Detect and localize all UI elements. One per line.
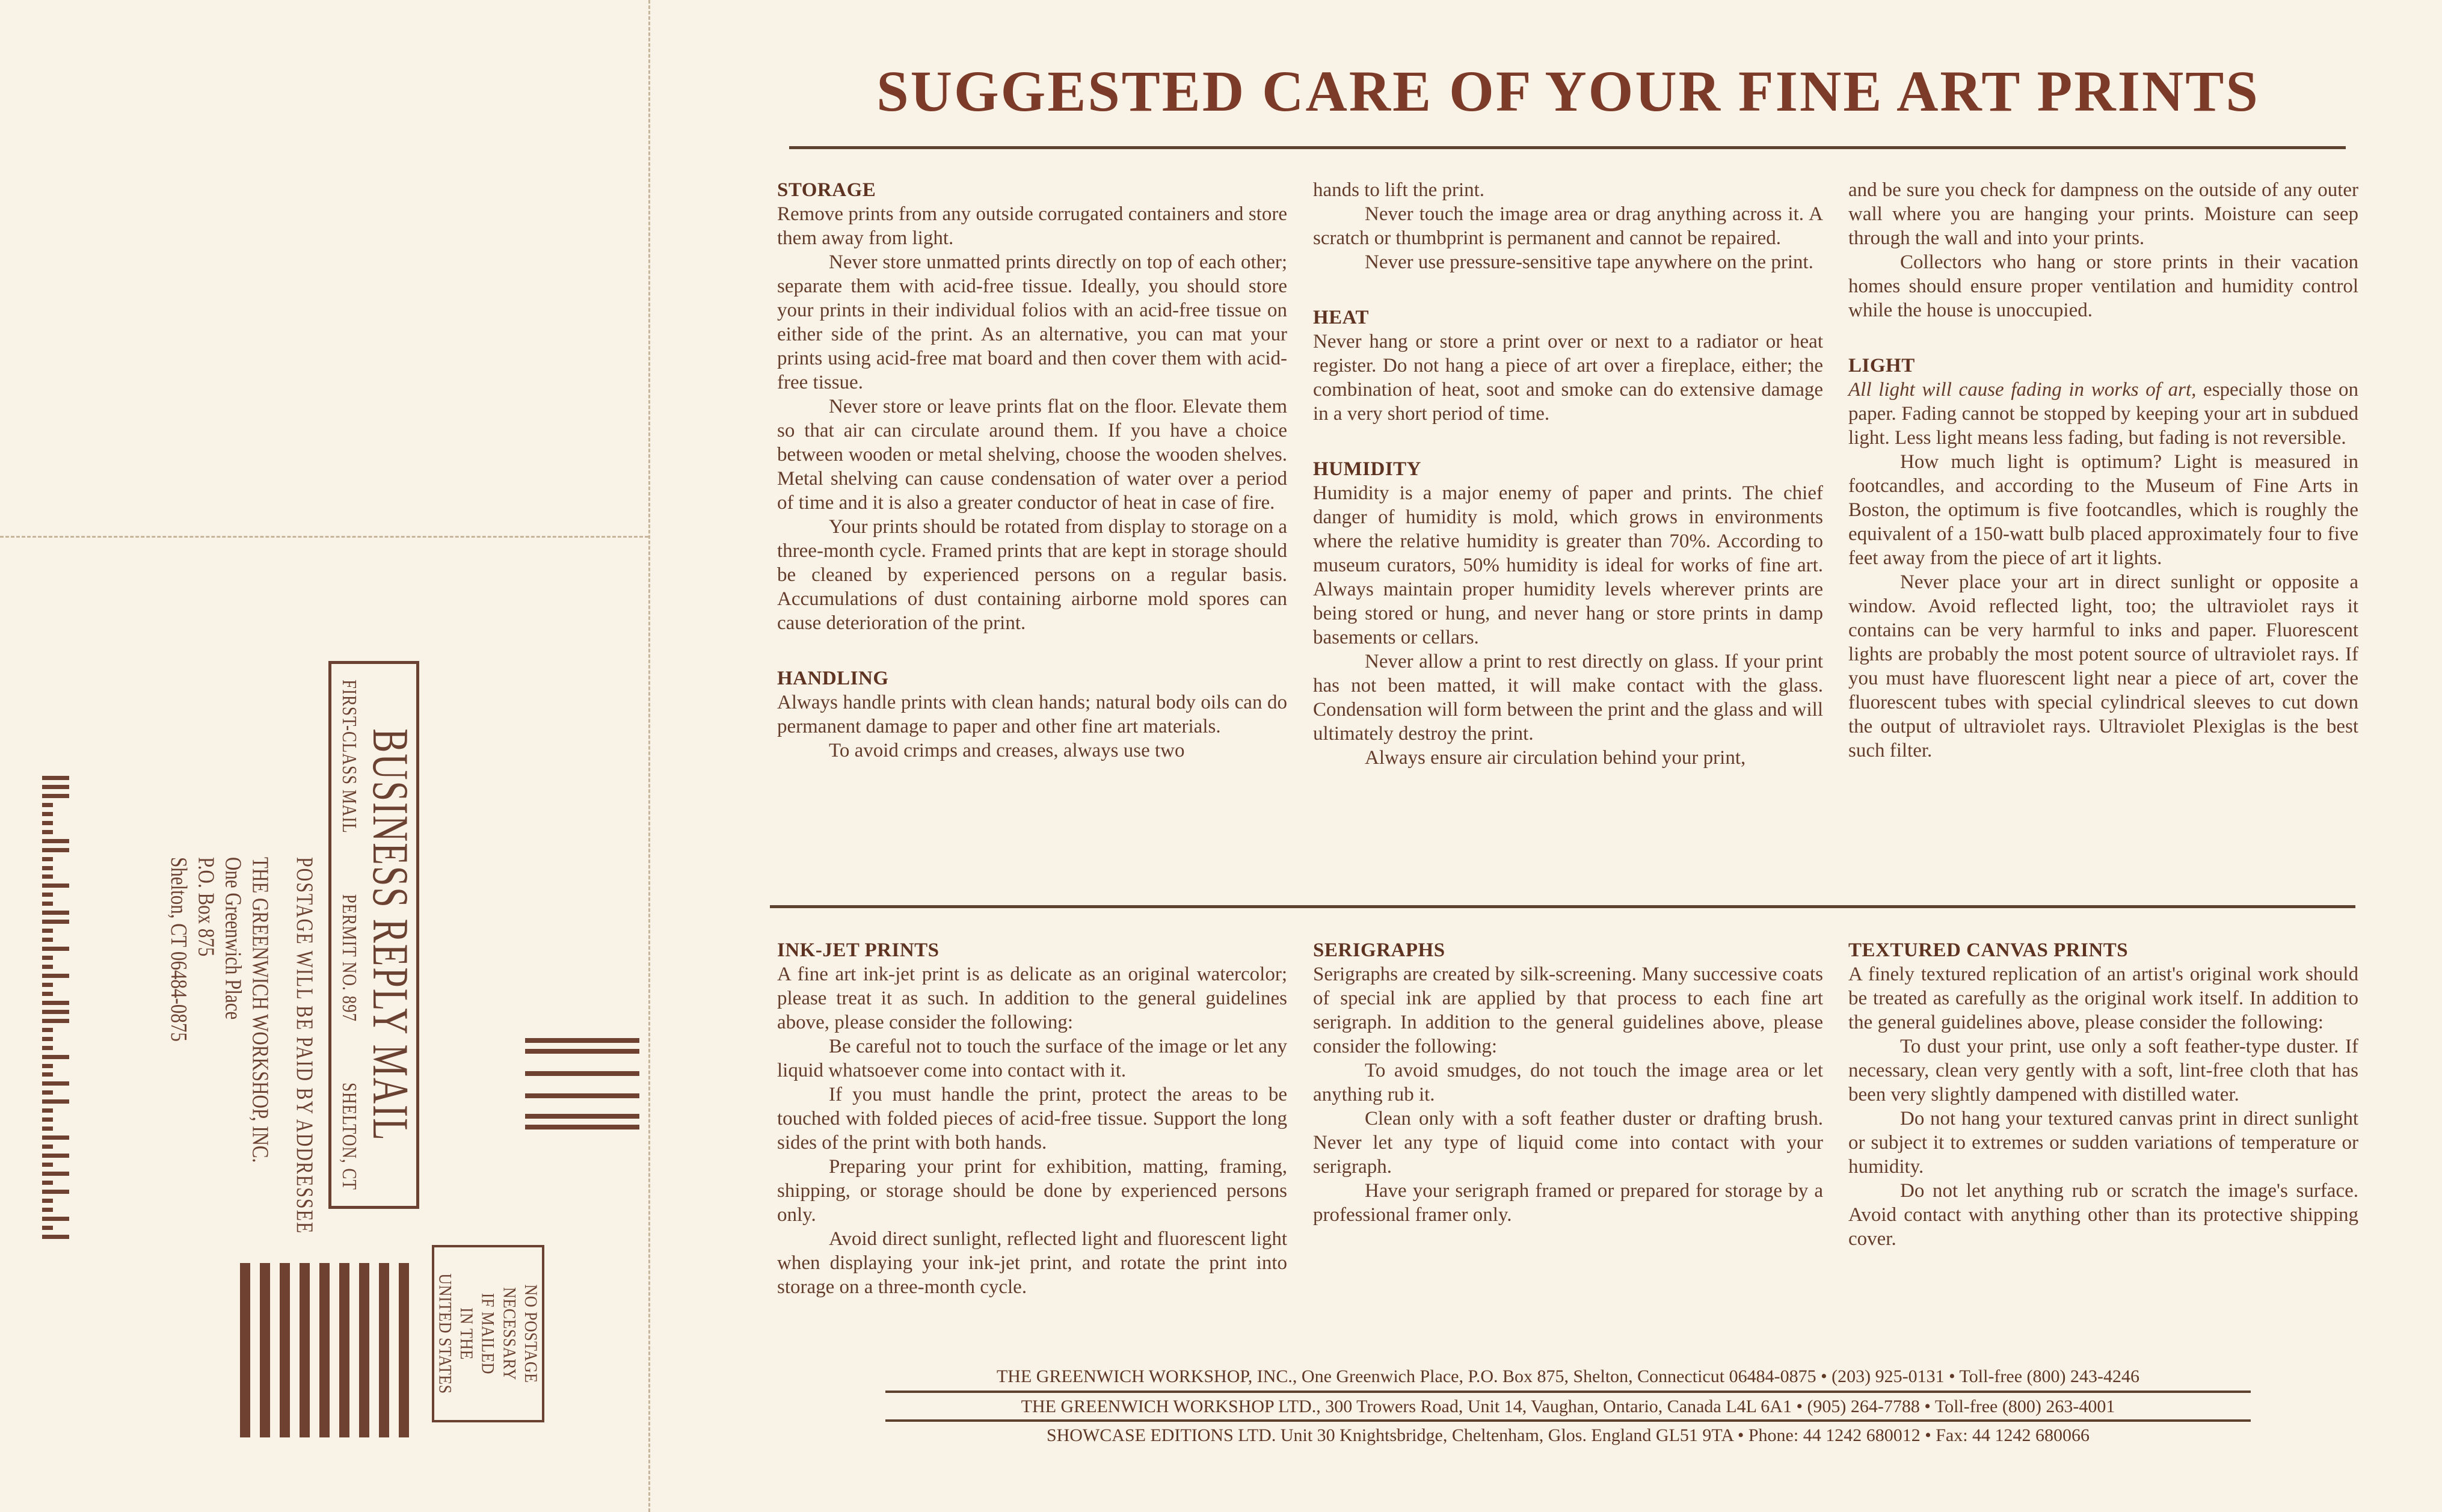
footer-line-england: SHOWCASE EDITIONS LTD. Unit 30 Knightsbridge, Cheltenham, Glos. England GL51 9TA • Phone: 44 1242 680012 • Fax: 44 1242 680066: [1046, 1425, 2090, 1445]
reply-mail-bar: [339, 1263, 349, 1437]
text-run: Never store or leave prints flat on the floor. Elevate them so that air can circulate around them. If you have a choice between wooden or metal shelving, choose the wooden shelves. Metal shelving can cause condensation of water over a period of time and it is also a greater conductor of heat in case of fire.: [777, 396, 1287, 514]
text-run: To avoid crimps and creases, always use two: [829, 740, 1185, 761]
text-section: [1313, 178, 1823, 274]
paragraph: [1848, 962, 2358, 1034]
paragraph: [1848, 250, 2358, 322]
postnet-bar: [42, 1172, 69, 1176]
text-run: Preparing your print for exhibition, matting, framing, shipping, or storage should be done by experienced persons only.: [777, 1156, 1287, 1226]
paragraph: [1848, 1107, 2358, 1179]
postnet-bar: [42, 776, 69, 780]
postnet-bar: [42, 1081, 69, 1086]
paragraph: [1313, 202, 1823, 250]
product-column-serigraphs: [1313, 938, 1823, 1227]
text-run: A fine art ink-jet print is as delicate as an original watercolor; please treat it as such. In addition to the general guidelines above, please consider the following:: [777, 963, 1287, 1033]
no-postage-text: [434, 1273, 541, 1394]
text-run: Never use pressure-sensitive tape anywhere on the print.: [1365, 251, 1813, 273]
paragraph: [777, 962, 1287, 1034]
text-run: If you must handle the print, protect the areas to be touched with folded pieces of acid-free tissue. Support the long sides of the print with both hands.: [777, 1084, 1287, 1154]
section-heading: LIGHT: [1848, 355, 1915, 376]
text-run: Never touch the image area or drag anything across it. A scratch or thumbprint is permanent and cannot be repaired.: [1313, 203, 1823, 249]
text-run: Clean only with a soft feather duster or drafting brush. Never let any type of liquid come into contact with your serigraph.: [1313, 1108, 1823, 1178]
text-run: How much light is optimum? Light is measured in footcandles, and according to the Museum of Fine Arts in Boston, the optimum is five footcandles, which is roughly the equivalent of a 150-watt bulb placed approximately four to five feet away from the piece of art it lights.: [1848, 451, 2358, 569]
postnet-bar: [42, 785, 69, 789]
italic-text-run: All light will cause fading in works of art,: [1848, 379, 2197, 401]
text-run: and be sure you check for dampness on the outside of any outer wall where you are hanging your prints. Moisture can seep through the wall and into your prints.: [1848, 179, 2358, 249]
page-title: SUGGESTED CARE OF YOUR FINE ART PRINTS: [876, 59, 2260, 123]
no-postage-line: UNITED STATES: [435, 1273, 455, 1394]
business-reply-mail-title: BUSINESS REPLY MAIL: [362, 728, 419, 1142]
paragraph: [1848, 1034, 2358, 1107]
paragraph: [777, 202, 1287, 250]
text-run: Never allow a print to rest directly on glass. If your print has not been matted, it will make contact with the glass. Condensation will form between the print and the glass and will ultimately destroy the print.: [1313, 651, 1823, 745]
postnet-bar: [42, 1145, 53, 1149]
postnet-bar: [42, 938, 53, 942]
fim-bars-icon: [525, 1038, 639, 1129]
paragraph: [1313, 962, 1823, 1059]
section-heading: TEXTURED CANVAS PRINTS: [1848, 939, 2129, 961]
paragraph: [1313, 1179, 1823, 1227]
postnet-bar: [42, 1226, 53, 1230]
address-line: One Greenwich Place: [220, 857, 247, 1020]
postnet-bar: [42, 1099, 69, 1104]
fim-bar: [525, 1049, 639, 1054]
postnet-bar: [42, 1199, 53, 1203]
postnet-bar: [42, 1163, 53, 1167]
text-section: [777, 938, 1287, 1299]
brm-subline-segment: PERMIT NO. 897: [338, 894, 361, 1022]
postnet-bar: [42, 1208, 53, 1212]
postnet-bar: [42, 956, 53, 960]
postnet-bar: [42, 794, 69, 798]
title-rule: [789, 146, 2346, 149]
paragraph: [1313, 330, 1823, 426]
paragraph: [1313, 1107, 1823, 1179]
text-section: [1848, 354, 2358, 763]
fim-bar: [525, 1071, 639, 1076]
text-section: [777, 178, 1287, 635]
paragraph: [1848, 450, 2358, 570]
postnet-bar: [42, 1235, 69, 1239]
text-run: Collectors who hang or store prints in their vacation homes should ensure proper ventilation and humidity control while the house is unoccupied.: [1848, 251, 2358, 321]
footer-rule-1: [885, 1391, 2251, 1393]
postnet-bar: [42, 947, 69, 951]
postnet-bar: [42, 1072, 53, 1077]
postnet-bar: [42, 839, 69, 843]
postnet-bar: [42, 1154, 69, 1158]
brm-subline-segment: SHELTON, CT: [338, 1082, 361, 1190]
footer-line-canada: THE GREENWICH WORKSHOP LTD., 300 Trowers Road, Unit 14, Vaughan, Ontario, Canada L4L 6A1 • (905) 264-7788 • Toll-free (800) 263-4001: [1021, 1397, 2115, 1416]
text-run: especially those on paper. Fading cannot be stopped by keeping your art in subdued light. Less light means less fading, but fading is not reversible.: [1848, 379, 2359, 449]
postnet-barcode: [42, 776, 69, 1239]
paragraph: [1313, 650, 1823, 746]
postnet-bar: [42, 1117, 53, 1122]
text-run: Never place your art in direct sunlight or opposite a window. Avoid reflected light, too; the ultraviolet rays it contains can be very harmful to inks and paper. Fluorescent lights are probably the most potent source of ultraviolet rays. If you must have fluorescent light near a piece of art, cover the fluorescent tubes with special cylindrical sleeves to cut down the output of ultraviolet rays. Ultraviolet Plexiglas is the best such filter.: [1848, 571, 2358, 761]
section-heading: INK-JET PRINTS: [777, 939, 940, 961]
postnet-bar: [42, 1010, 69, 1014]
text-run: hands to lift the print.: [1313, 179, 1485, 201]
text-section: [1848, 178, 2358, 322]
address-line: Shelton, CT 06484-0875: [166, 857, 192, 1042]
reply-mail-panel: [0, 537, 650, 1512]
postnet-bar: [42, 920, 69, 924]
postnet-bar: [42, 992, 53, 996]
text-section: [1313, 938, 1823, 1227]
business-reply-mail-box: [328, 661, 419, 1209]
text-section: [1313, 457, 1823, 770]
care-column-3: [1848, 178, 2358, 763]
paragraph: [1313, 178, 1823, 202]
paragraph: [1313, 746, 1823, 770]
address-line: P.O. Box 875: [193, 857, 220, 957]
postnet-bar: [42, 1190, 69, 1194]
postnet-bar: [42, 983, 53, 987]
postnet-bar: [42, 929, 53, 933]
text-section: [1848, 938, 2358, 1251]
no-postage-box: [432, 1245, 544, 1422]
postnet-bar: [42, 821, 53, 825]
postnet-bar: [42, 1028, 53, 1032]
postnet-bar: [42, 848, 69, 852]
text-run: To dust your print, use only a soft feather-type duster. If necessary, clean very gently with a soft, lint-free cloth that has been very slightly dampened with distilled water.: [1848, 1036, 2358, 1105]
text-run: Have your serigraph framed or prepared for storage by a professional framer only.: [1313, 1180, 1823, 1226]
postnet-bar: [42, 812, 53, 816]
postnet-bar: [42, 1037, 53, 1041]
postnet-bar: [42, 911, 69, 915]
paragraph: [1848, 570, 2358, 763]
postnet-bar: [42, 1090, 53, 1095]
product-column-textured-canvas: [1848, 938, 2358, 1251]
paragraph: [777, 395, 1287, 515]
product-column-ink-jet: [777, 938, 1287, 1299]
paragraph: [1313, 250, 1823, 274]
postage-paid-line: POSTAGE WILL BE PAID BY ADDRESSEE: [292, 857, 318, 1235]
text-section: [777, 666, 1287, 763]
no-postage-line: NO POSTAGE: [521, 1284, 541, 1383]
postnet-bar: [42, 1055, 69, 1059]
text-run: Remove prints from any outside corrugated containers and store them away from light.: [777, 203, 1287, 249]
text-run: Your prints should be rotated from display to storage on a three-month cycle. Framed prints that are kept in storage should be cleaned by experienced persons on a regular basis. Accumulations of dust containing airborne mold spores can cause deterioration of the print.: [777, 516, 1287, 634]
reply-mail-bars-icon: [230, 1263, 409, 1437]
postnet-bar: [42, 893, 53, 897]
paragraph: [1313, 481, 1823, 650]
paragraph: [1313, 1059, 1823, 1107]
care-column-2: [1313, 178, 1823, 770]
postnet-bar: [42, 1181, 53, 1185]
paragraph: [777, 1155, 1287, 1227]
brm-subline-segment: FIRST-CLASS MAIL: [338, 680, 361, 834]
postnet-bar: [42, 1064, 53, 1068]
postnet-bar: [42, 866, 53, 870]
reply-mail-bar: [260, 1263, 270, 1437]
postnet-bar: [42, 857, 53, 861]
no-postage-line: NECESSARY: [499, 1287, 520, 1380]
postnet-bar: [42, 803, 53, 807]
text-run: Do not hang your textured canvas print in direct sunlight or subject it to extremes or sudden variations of temperature or humidity.: [1848, 1108, 2358, 1178]
reply-mail-bar: [280, 1263, 290, 1437]
paragraph: [777, 739, 1287, 763]
section-heading: STORAGE: [777, 179, 876, 201]
section-heading: HANDLING: [777, 668, 889, 689]
paragraph: [1848, 178, 2358, 250]
care-column-1: [777, 178, 1287, 763]
paragraph: [777, 1227, 1287, 1299]
section-divider-rule: [770, 905, 2355, 908]
text-run: Never store unmatted prints directly on top of each other; separate them with acid-free tissue. Ideally, you should store your prints in their individual folios with an acid-free tissue on either side of the print. As an alternative, you can mat your prints using acid-free mat board and then cover them with acid-free tissue.: [777, 251, 1287, 393]
paragraph: [777, 1034, 1287, 1083]
paragraph: [1848, 378, 2358, 450]
section-heading: SERIGRAPHS: [1313, 939, 1445, 961]
text-run: A finely textured replication of an artist's original work should be treated as carefully as the original work itself. In addition to the general guidelines above, please consider the following:: [1848, 963, 2358, 1033]
postnet-bar: [42, 974, 69, 978]
addressee-block: [165, 857, 274, 1163]
postnet-bar: [42, 874, 53, 879]
address-line: THE GREENWICH WORKSHOP, INC.: [248, 857, 274, 1163]
business-reply-mail-subline: [337, 680, 361, 1190]
postnet-bar: [42, 902, 53, 906]
postnet-bar: [42, 1136, 69, 1140]
postnet-bar: [42, 1108, 53, 1113]
postnet-bar: [42, 884, 69, 888]
paragraph: [777, 250, 1287, 395]
fim-bar: [525, 1038, 639, 1043]
postnet-bar: [42, 1217, 69, 1221]
section-heading: HEAT: [1313, 307, 1370, 328]
paragraph: [777, 515, 1287, 635]
text-run: Serigraphs are created by silk-screening. Many successive coats of special ink are applied by that process to each fine art serigraph. In addition to the general guidelines above, please consider the following:: [1313, 963, 1823, 1057]
reply-mail-bar: [300, 1263, 310, 1437]
no-postage-line: IN THE: [457, 1307, 477, 1360]
paragraph: [777, 1083, 1287, 1155]
postnet-bar: [42, 830, 53, 834]
postnet-bar: [42, 965, 53, 969]
postnet-bar: [42, 1019, 69, 1023]
postnet-bar: [42, 1126, 53, 1131]
text-section: [1313, 306, 1823, 426]
reply-mail-bar: [399, 1263, 409, 1437]
text-run: Never hang or store a print over or next to a radiator or heat register. Do not hang a piece of art over a fireplace, either; the combination of heat, soot and smoke can do extensive damage in a very short period of time.: [1313, 331, 1823, 425]
paragraph: [777, 690, 1287, 739]
fim-bar: [525, 1114, 639, 1119]
section-heading: HUMIDITY: [1313, 458, 1422, 480]
fim-bar: [525, 1125, 639, 1129]
postnet-bar: [42, 1001, 69, 1005]
reply-mail-bar: [319, 1263, 330, 1437]
postnet-bar: [42, 1046, 53, 1050]
no-postage-line: IF MAILED: [478, 1292, 499, 1375]
footer-line-us: THE GREENWICH WORKSHOP, INC., One Greenwich Place, P.O. Box 875, Shelton, Connecticut 06484-0875 • (203) 925-0131 • Toll-free (800) 243-4246: [996, 1366, 2140, 1386]
text-run: Do not let anything rub or scratch the image's surface. Avoid contact with anything other than its protective shipping cover.: [1848, 1180, 2358, 1250]
reply-mail-bar: [359, 1263, 369, 1437]
reply-mail-bar: [379, 1263, 389, 1437]
text-run: Humidity is a major enemy of paper and prints. The chief danger of humidity is mold, which grows in environments where the relative humidity is greater than 70%. According to museum curators, 50% humidity is ideal for works of fine art. Always maintain proper humidity levels wherever prints are being stored or hung, and never hang or store prints in damp basements or cellars.: [1313, 482, 1823, 648]
footer-rule-2: [885, 1419, 2251, 1422]
text-run: Avoid direct sunlight, reflected light and fluorescent light when displaying your ink-jet print, and rotate the print into storage on a three-month cycle.: [777, 1228, 1287, 1298]
paragraph: [1848, 1179, 2358, 1251]
reply-mail-bar: [240, 1263, 250, 1437]
text-run: To avoid smudges, do not touch the image area or let anything rub it.: [1313, 1060, 1823, 1105]
text-run: Always handle prints with clean hands; natural body oils can do permanent damage to paper and other fine art materials.: [777, 692, 1287, 737]
fim-bar: [525, 1093, 639, 1098]
text-run: Always ensure air circulation behind your print,: [1365, 747, 1746, 769]
text-run: Be careful not to touch the surface of the image or let any liquid whatsoever come into contact with it.: [777, 1036, 1287, 1081]
